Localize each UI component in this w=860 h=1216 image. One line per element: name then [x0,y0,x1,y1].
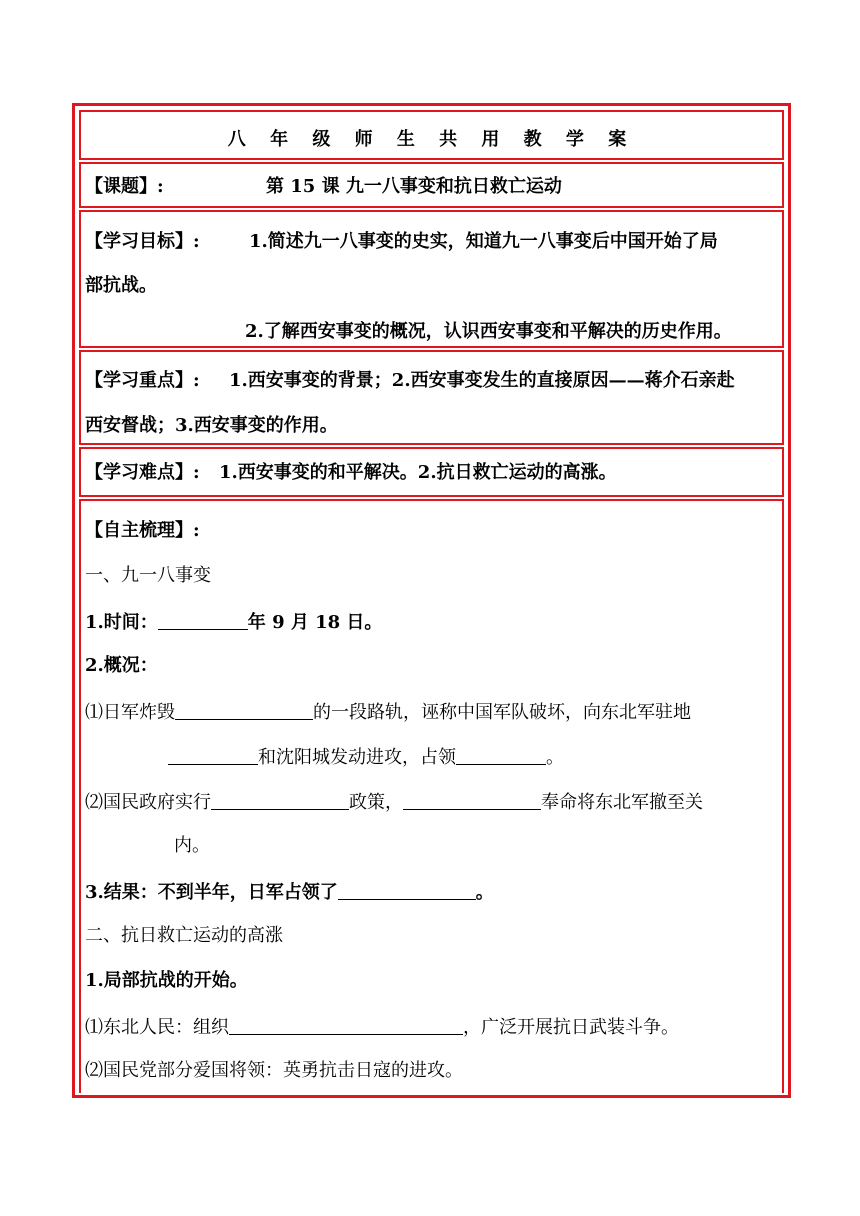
topic-label: 【课题】: [85,176,164,197]
local-war-1-blank[interactable] [229,1014,463,1035]
topic-value: 第 15 课 九一八事变和抗日救亡运动 [266,176,562,197]
focus-row [79,350,784,445]
time-blank[interactable] [158,609,248,630]
local-war-point-2: ⑵国民党部分爱国将领：英勇抗击日寇的进攻。 [85,1060,463,1081]
header-row [79,110,784,160]
section-heading-2: 二、抗日救亡运动的高涨 [85,925,283,946]
goals-label: 【学习目标】: [85,231,200,252]
topic-row [79,162,784,208]
overview-point-2 [85,789,703,815]
goals-line-1: 1.简述九一八事变的史实，知道九一八事变后中国开始了局 [249,231,718,252]
page-title: 八 年 级 师 生 共 用 教 学 案 [227,129,636,150]
difficulty-label: 【学习难点】: [85,462,200,483]
overview-label: 2.概况： [85,655,158,676]
overview-point-1 [85,699,691,725]
overview-1-text-a: ⑴日军炸毁 [85,702,175,723]
local-war-1-text-a: ⑴东北人民：组织 [85,1017,229,1038]
time-suffix: 年 9 月 18 日。 [247,612,383,633]
overview-2-text-b: 政策， [349,792,403,813]
local-war-point-1 [85,1014,679,1040]
time-line [85,609,382,635]
result-text-a: 3.结果：不到半年，日军占领了 [85,882,338,903]
study-section [79,499,784,1093]
lesson-plan-frame [72,103,791,1098]
overview-2-text-c: 奉命将东北军撤至关 [541,792,703,813]
local-war-heading: 1.局部抗战的开始。 [85,970,248,991]
overview-2-blank-1[interactable] [211,789,349,810]
difficulty-row [79,447,784,497]
goals-line-3: 2.了解西安事变的概况，认识西安事变和平解决的历史作用。 [245,321,732,342]
overview-1-blank-1[interactable] [175,699,313,720]
overview-point-2-cont: 内。 [174,835,210,856]
section-heading-1: 一、九一八事变 [85,565,211,586]
result-blank[interactable] [338,879,476,900]
focus-line-2: 西安督战；3.西安事变的作用。 [85,415,338,436]
overview-1-text-d: 。 [546,747,564,768]
overview-1-text-c: 和沈阳城发动进攻，占领 [258,747,456,768]
result-text-b: 。 [475,882,494,903]
result-line [85,879,494,905]
focus-label: 【学习重点】: [85,370,200,391]
time-label: 1.时间： [85,612,158,633]
goals-row [79,210,784,348]
study-label: 【自主梳理】: [85,520,200,541]
overview-2-text-a: ⑵国民政府实行 [85,792,211,813]
overview-1-text-b: 的一段路轨，诬称中国军队破坏，向东北军驻地 [313,702,691,723]
overview-1-blank-2[interactable] [168,744,258,765]
difficulty-text: 1.西安事变的和平解决。2.抗日救亡运动的高涨。 [219,462,617,483]
goals-line-2: 部抗战。 [85,275,157,296]
overview-2-blank-2[interactable] [403,789,541,810]
focus-line-1: 1.西安事变的背景；2.西安事变发生的直接原因——蒋介石亲赴 [229,370,735,391]
overview-1-blank-3[interactable] [456,744,546,765]
overview-point-1-cont [168,744,564,770]
local-war-1-text-b: ，广泛开展抗日武装斗争。 [463,1017,679,1038]
